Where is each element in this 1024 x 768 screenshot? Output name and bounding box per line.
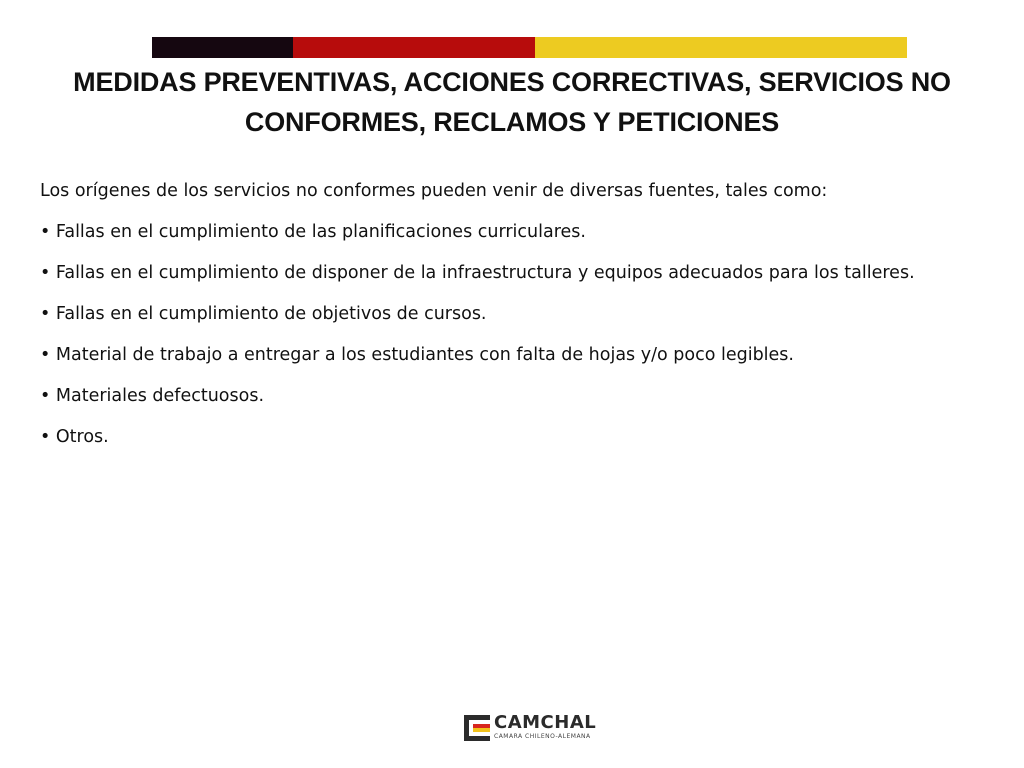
bullet-item: • Fallas en el cumplimiento de disponer de la infraestructura y equipos adecuados para los talleres. [40,263,915,283]
bullet-item: • Fallas en el cumplimiento de las planificaciones curriculares. [40,222,586,242]
flag-gold-stripe [535,37,907,58]
logo-name: CAMCHAL [494,712,597,733]
logo-mark-red [473,724,490,728]
bullet-item: • Material de trabajo a entregar a los estudiantes con falta de hojas y/o poco legibles. [40,345,794,365]
camchal-logo [464,712,597,743]
logo-mark-gold [473,728,490,732]
bullet-item: • Fallas en el cumplimiento de objetivos de cursos. [40,304,487,324]
flag-color-bar [152,37,907,58]
title-line-1: MEDIDAS PREVENTIVAS, ACCIONES CORRECTIVAS, SERVICIOS NO [73,67,951,97]
intro-text: Los orígenes de los servicios no conformes pueden venir de diversas fuentes, tales como: [40,181,828,201]
title-line-2: CONFORMES, RECLAMOS Y PETICIONES [244,107,780,137]
flag-red-stripe [293,37,535,58]
slide-title [30,62,994,142]
camchal-logo-icon [464,715,490,741]
flag-black-stripe [152,37,293,58]
slide-body [40,172,1000,459]
bullet-item: • Otros. [40,427,109,447]
bullet-item: • Materiales defectuosos. [40,386,265,406]
logo-tagline: CAMARA CHILENO-ALEMANA [494,733,591,740]
